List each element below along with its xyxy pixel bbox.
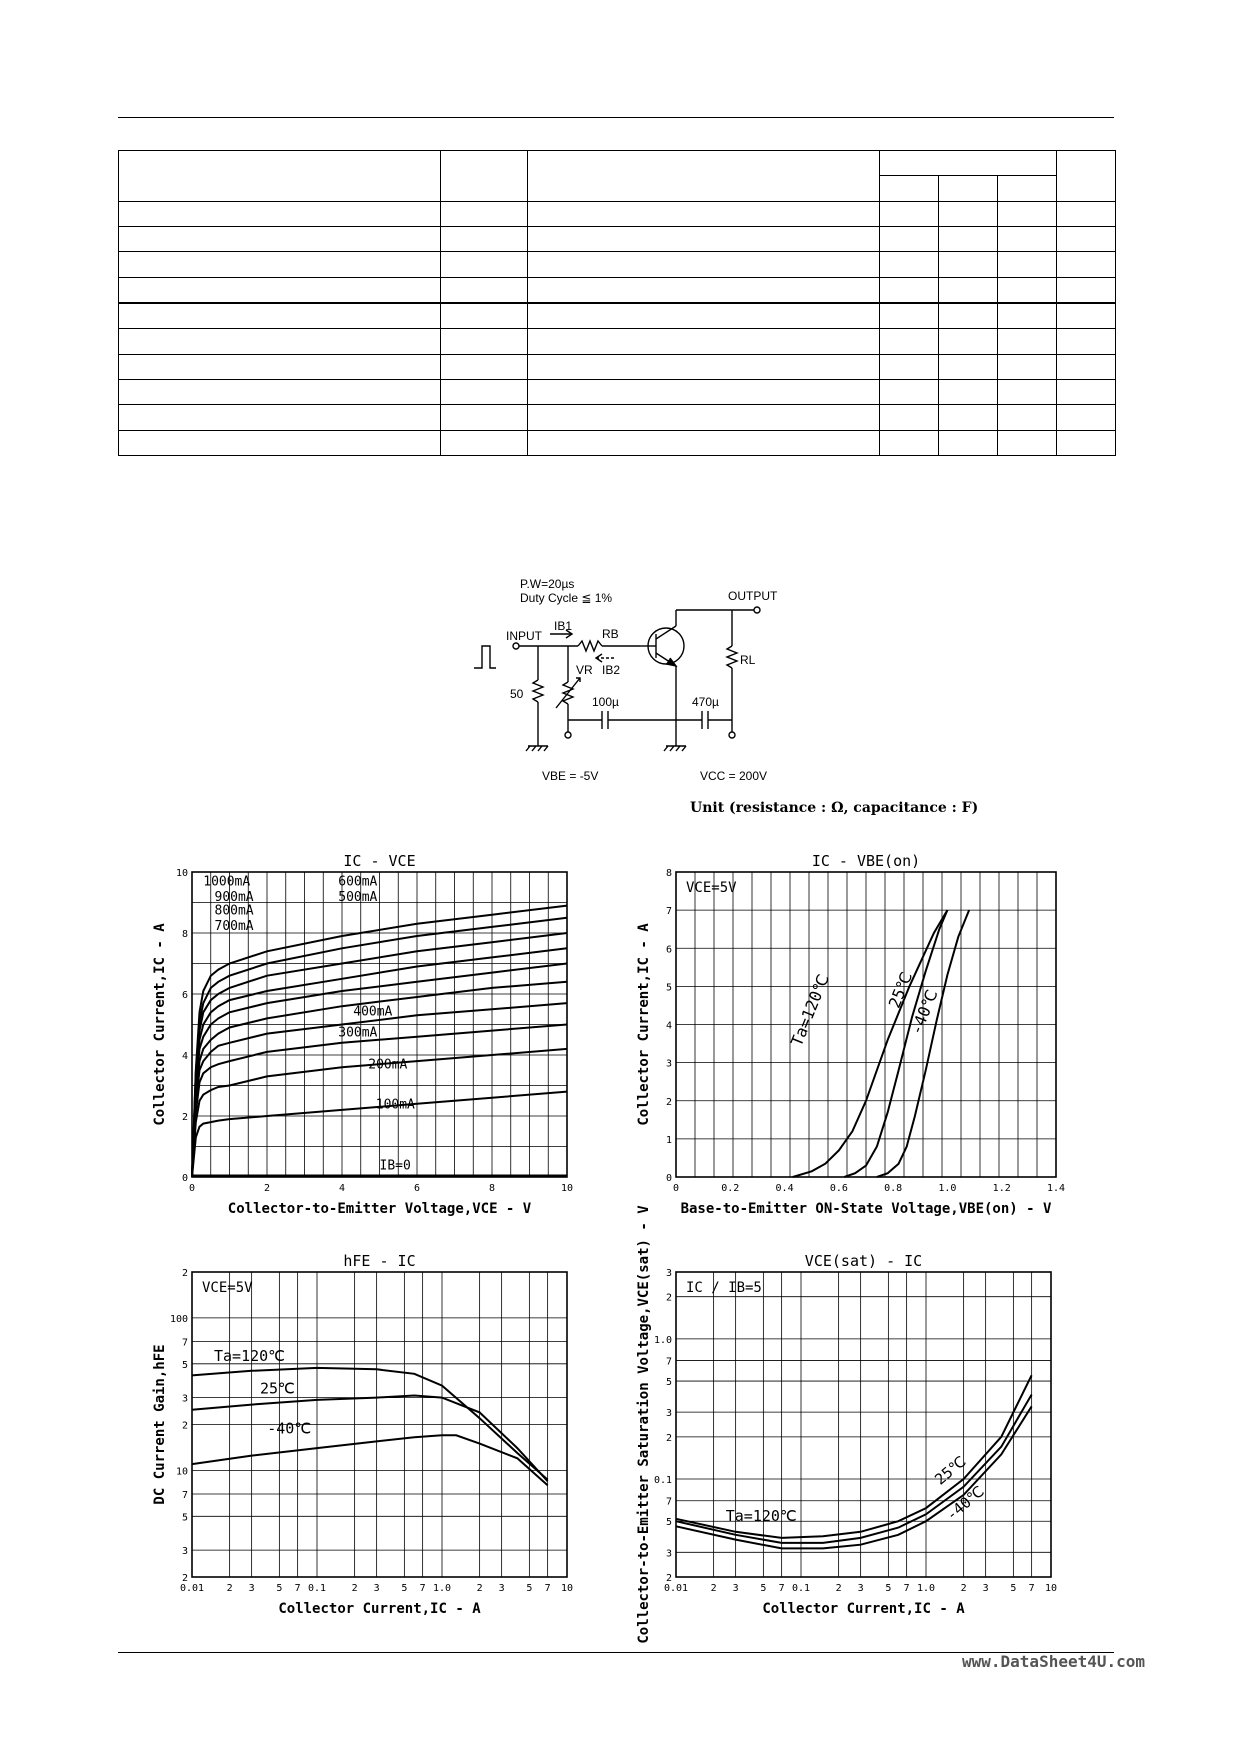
series-label: 400mA	[353, 1004, 393, 1020]
chart-ic-vbe	[636, 850, 1100, 1230]
table-row	[119, 303, 1116, 329]
x-tick-label: 2	[263, 1183, 271, 1194]
y-tick-label: 4	[181, 1051, 188, 1062]
x-tick-label: 2	[960, 1583, 967, 1594]
c2-label: 470µ	[692, 695, 719, 709]
x-tick-label: 0	[188, 1183, 196, 1194]
y-tick-label: 2	[665, 1292, 672, 1304]
vbe-label: VBE = -5V	[542, 769, 599, 783]
x-tick-label: 5	[276, 1583, 283, 1594]
unit-note: Unit (resistance : Ω, capacitance : F)	[690, 800, 979, 816]
x-tick-label: 10	[560, 1183, 574, 1194]
series-label: -40℃	[267, 1419, 312, 1438]
y-tick-label: 1.0	[653, 1334, 672, 1346]
y-tick-label: 3	[181, 1393, 188, 1405]
x-tick-label: 2	[710, 1583, 717, 1594]
x-tick-label: 0.6	[829, 1183, 848, 1194]
x-tick-label: 7	[778, 1583, 785, 1594]
table-cell	[441, 151, 528, 202]
chart-annotation: VCE=5V	[686, 880, 737, 896]
x-tick-label: 3	[498, 1583, 505, 1594]
series-label: Ta=120℃	[725, 1507, 797, 1526]
table-cell	[1057, 151, 1116, 202]
chart-title: VCE(sat) - IC	[804, 1252, 923, 1270]
table-row	[119, 277, 1116, 303]
table-row	[119, 252, 1116, 277]
x-axis-label: Collector Current,IC - A	[278, 1601, 481, 1617]
duty-cycle-label: Duty Cycle ≦ 1%	[520, 591, 613, 605]
x-tick-label: 7	[419, 1583, 426, 1594]
x-tick-label: 7	[903, 1583, 910, 1594]
x-tick-label: 0.4	[775, 1183, 794, 1194]
y-tick-label: 0.1	[653, 1475, 672, 1487]
table-row	[119, 151, 1116, 176]
table-cell	[939, 176, 998, 201]
y-tick-label: 8	[181, 929, 188, 940]
y-axis-label: Collector Current,IC - A	[636, 923, 652, 1126]
x-tick-label: 7	[1028, 1583, 1035, 1594]
y-tick-label: 100	[169, 1313, 188, 1325]
y-tick-label: 2	[665, 1432, 672, 1444]
y-tick-label: 5	[181, 1359, 188, 1371]
x-tick-label: 8	[488, 1183, 496, 1194]
y-tick-label: 3	[665, 1548, 672, 1560]
chart-title: IC - VCE	[343, 852, 416, 870]
spec-table	[118, 150, 1116, 456]
y-tick-label: 3	[665, 1408, 672, 1420]
x-tick-label: 1.2	[992, 1183, 1011, 1194]
x-tick-label: 0.2	[721, 1183, 740, 1194]
x-tick-label: 2	[351, 1583, 358, 1594]
table-row	[119, 226, 1116, 251]
y-tick-label: 10	[175, 1466, 188, 1478]
x-tick-label: 0	[672, 1183, 680, 1194]
y-tick-label: 2	[181, 1112, 188, 1123]
vcc-label: VCC = 200V	[700, 769, 768, 783]
series-label: 800mA	[214, 903, 254, 919]
chart-title: IC - VBE(on)	[811, 852, 921, 870]
table-row	[119, 354, 1116, 379]
series-label: Ta=120℃	[786, 971, 833, 1049]
x-tick-label: 3	[732, 1583, 739, 1594]
output-label: OUTPUT	[728, 589, 778, 603]
y-tick-label: 5	[665, 1377, 672, 1389]
y-tick-label: 3	[665, 1058, 672, 1070]
x-tick-label: 2	[226, 1583, 233, 1594]
x-tick-label: 5	[760, 1583, 767, 1594]
table-cell	[119, 151, 441, 202]
x-tick-label: 3	[982, 1583, 989, 1594]
series-label: -40℃	[906, 986, 942, 1038]
ib1-label: IB1	[554, 619, 573, 633]
series-label: 500mA	[338, 889, 378, 905]
r50-label: 50	[510, 687, 524, 701]
chart-annotation: VCE=5V	[202, 1280, 253, 1296]
series-line	[676, 1406, 1032, 1548]
ib2-label: IB2	[602, 663, 621, 677]
x-tick-label: 1.0	[916, 1583, 936, 1594]
table-row	[119, 201, 1116, 226]
x-axis-label: Collector Current,IC - A	[762, 1601, 965, 1617]
table-cell	[528, 151, 880, 202]
chart-ic-vce	[140, 850, 580, 1230]
y-tick-label: 1	[665, 1134, 672, 1146]
x-tick-label: 1.4	[1046, 1183, 1066, 1194]
y-tick-label: 6	[665, 944, 672, 956]
x-tick-label: 2	[476, 1583, 483, 1594]
x-tick-label: 3	[248, 1583, 255, 1594]
x-tick-label: 5	[401, 1583, 408, 1594]
top-rule	[118, 117, 1114, 118]
y-tick-label: 2	[181, 1268, 188, 1279]
y-tick-label: 7	[665, 906, 672, 918]
series-label: 25℃	[260, 1379, 295, 1398]
series-line	[192, 1435, 548, 1485]
series-label: 25℃	[931, 1452, 970, 1489]
vr-label: VR	[576, 663, 593, 677]
y-tick-label: 5	[665, 1517, 672, 1529]
y-tick-label: 6	[181, 990, 188, 1001]
chart-title: hFE - IC	[343, 1252, 416, 1270]
series-label: 100mA	[375, 1097, 415, 1113]
y-tick-label: 0	[665, 1173, 672, 1184]
input-label: INPUT	[506, 629, 542, 643]
x-tick-label: 5	[1010, 1583, 1017, 1594]
x-tick-label: 0.01	[663, 1583, 689, 1594]
y-axis-label: Collector-to-Emitter Saturation Voltage,VCE(sat) - V	[636, 1205, 652, 1644]
y-tick-label: 7	[181, 1490, 188, 1502]
series-label: 700mA	[214, 918, 254, 934]
series-label: 300mA	[338, 1025, 378, 1041]
x-tick-label: 0.8	[884, 1183, 903, 1194]
x-tick-label: 0.01	[179, 1583, 205, 1594]
y-tick-label: 5	[181, 1512, 188, 1524]
table-cell	[998, 176, 1057, 201]
chart-hfe-ic	[140, 1250, 580, 1630]
x-tick-label: 3	[373, 1583, 380, 1594]
y-axis-label: Collector Current,IC - A	[152, 923, 168, 1126]
series-label: 200mA	[368, 1057, 408, 1073]
test-circuit-diagram	[460, 570, 800, 790]
x-tick-label: 7	[544, 1583, 551, 1594]
x-axis-label: Base-to-Emitter ON-State Voltage,VBE(on) - V	[680, 1201, 1052, 1217]
x-tick-label: 10	[560, 1583, 574, 1594]
series-line	[793, 910, 948, 1177]
y-tick-label: 5	[665, 982, 672, 994]
y-tick-label: 3	[665, 1268, 672, 1279]
y-tick-label: 10	[175, 868, 188, 879]
c1-label: 100µ	[592, 695, 619, 709]
y-tick-label: 2	[181, 1420, 188, 1432]
series-line	[192, 1368, 548, 1480]
y-tick-label: 2	[665, 1573, 672, 1584]
footer-url: www.DataSheet4U.com	[962, 1652, 1146, 1671]
table-row	[119, 329, 1116, 354]
y-tick-label: 8	[665, 868, 672, 879]
series-label: 25℃	[884, 969, 917, 1011]
pulse-width-label: P.W=20µs	[520, 577, 575, 591]
series-label: Ta=120℃	[214, 1347, 286, 1366]
x-tick-label: 2	[835, 1583, 842, 1594]
table-row	[119, 379, 1116, 404]
x-tick-label: 0.1	[307, 1583, 327, 1594]
y-tick-label: 7	[181, 1337, 188, 1349]
table-cell	[880, 151, 1057, 176]
x-tick-label: 6	[413, 1183, 421, 1194]
series-label: 900mA	[214, 889, 254, 905]
x-tick-label: 10	[1044, 1583, 1058, 1594]
y-tick-label: 7	[665, 1496, 672, 1508]
series-label: -40℃	[942, 1482, 988, 1525]
table-cell	[880, 176, 939, 201]
x-tick-label: 5	[885, 1583, 892, 1594]
x-axis-label: Collector-to-Emitter Voltage,VCE - V	[227, 1201, 532, 1217]
y-tick-label: 4	[665, 1020, 672, 1032]
x-tick-label: 3	[857, 1583, 864, 1594]
series-label: 600mA	[338, 874, 378, 890]
chart-annotation: IC / IB=5	[686, 1280, 762, 1296]
series-line	[192, 1396, 548, 1482]
y-tick-label: 2	[665, 1096, 672, 1108]
table-row	[119, 405, 1116, 430]
x-tick-label: 1.0	[432, 1583, 452, 1594]
series-label: 1000mA	[203, 874, 251, 890]
y-tick-label: 7	[665, 1356, 672, 1368]
x-tick-label: 5	[526, 1583, 533, 1594]
x-tick-label: 4	[338, 1183, 346, 1194]
y-axis-label: DC Current Gain,hFE	[152, 1344, 168, 1505]
series-label: IB=0	[379, 1158, 411, 1174]
x-tick-label: 7	[294, 1583, 301, 1594]
y-tick-label: 0	[181, 1173, 188, 1184]
x-tick-label: 1.0	[938, 1183, 957, 1194]
y-tick-label: 3	[181, 1546, 188, 1558]
rb-label: RB	[602, 627, 619, 641]
x-tick-label: 0.1	[791, 1583, 811, 1594]
table-row	[119, 430, 1116, 455]
rl-label: RL	[740, 653, 756, 667]
y-tick-label: 2	[181, 1573, 188, 1584]
